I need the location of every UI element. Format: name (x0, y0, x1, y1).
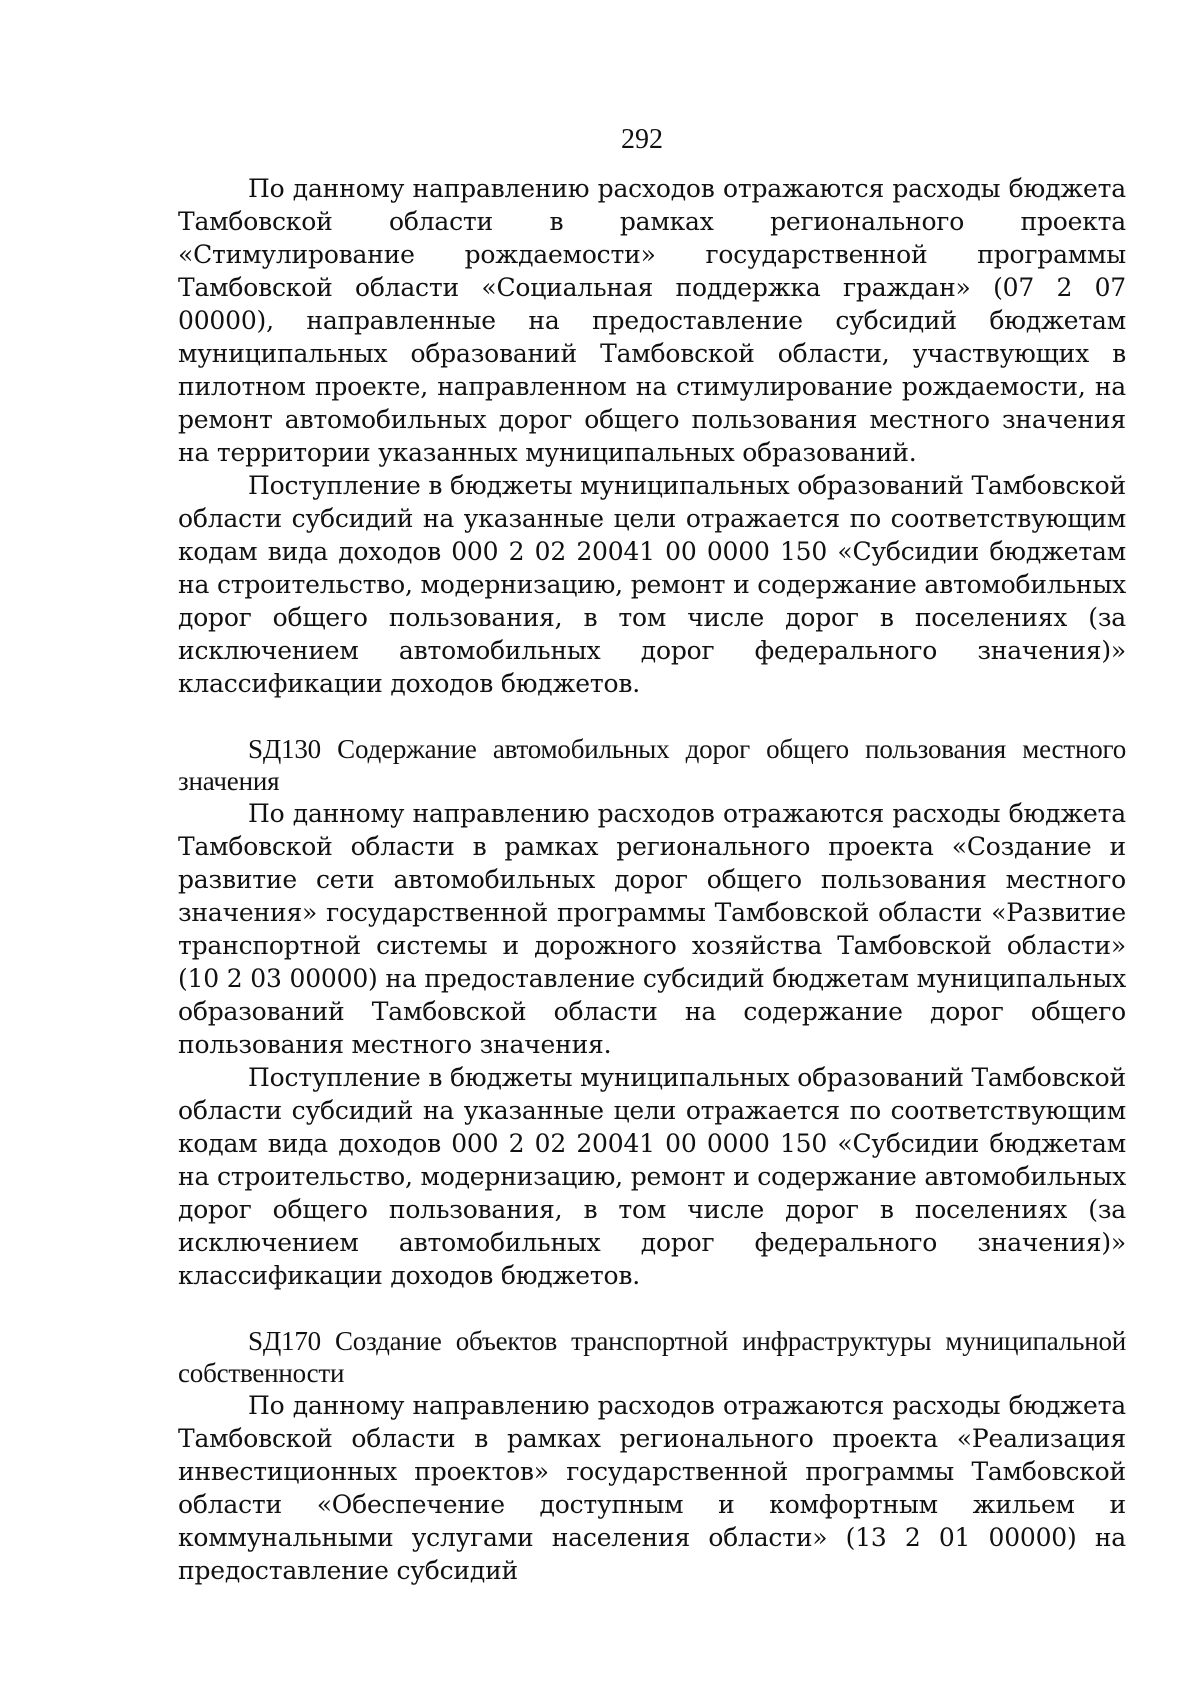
paragraph-4: Поступление в бюджеты муниципальных образований Тамбовской области субсидий на указанные цели отражается по соответствующим кодам вида доходов 000 2 02 20041 00 0000 150 «Субсидии бюджетам на строительство, модернизацию, ремонт и содержание автомобильных дорог общего пользования, в том числе дорог в поселениях (за исключением автомобильных дорог федерального значения)» классификации доходов бюджетов. (178, 1063, 1126, 1290)
page-number: 292 (621, 124, 663, 155)
section-gap (178, 700, 1126, 733)
paragraph-3: По данному направлению расходов отражаются расходы бюджета Тамбовской области в рамках регионального проекта «Создание и развитие сети автомобильных дорог общего пользования местного значения» государственной программы Тамбовской области «Развитие транспортной системы и дорожного хозяйства Тамбовской области» (10 2 03 00000) на предоставление субсидий бюджетам муниципальных образований Тамбовской области на содержание дорог общего пользования местного значения. (178, 799, 1126, 1059)
document-body (178, 172, 1126, 1587)
paragraph-1: По данному направлению расходов отражаются расходы бюджета Тамбовской области в рамках регионального проекта «Стимулирование рождаемости» государственной программы Тамбовской области «Социальная поддержка граждан» (07 2 07 00000), направленные на предоставление субсидий бюджетам муниципальных образований Тамбовской области, участвующих в пилотном проекте, направленном на стимулирование рождаемости, на ремонт автомобильных дорог общего пользования местного значения на территории указанных муниципальных образований. (178, 174, 1126, 467)
section-gap (178, 1292, 1126, 1325)
section-heading-sd170: SД170 Создание объектов транспортной инфраструктуры муниципальной собственности (178, 1326, 1126, 1388)
paragraph-2: Поступление в бюджеты муниципальных образований Тамбовской области субсидий на указанные цели отражается по соответствующим кодам вида доходов 000 2 02 20041 00 0000 150 «Субсидии бюджетам на строительство, модернизацию, ремонт и содержание автомобильных дорог общего пользования, в том числе дорог в поселениях (за исключением автомобильных дорог федерального значения)» классификации доходов бюджетов. (178, 471, 1126, 698)
section-heading-sd130: SД130 Содержание автомобильных дорог общего пользования местного значения (178, 734, 1126, 796)
paragraph-5: По данному направлению расходов отражаются расходы бюджета Тамбовской области в рамках регионального проекта «Реализация инвестиционных проектов» государственной программы Тамбовской области «Обеспечение доступным и комфортным жильем и коммунальными услугами населения области» (13 2 01 00000) на предоставление субсидий (178, 1391, 1126, 1585)
